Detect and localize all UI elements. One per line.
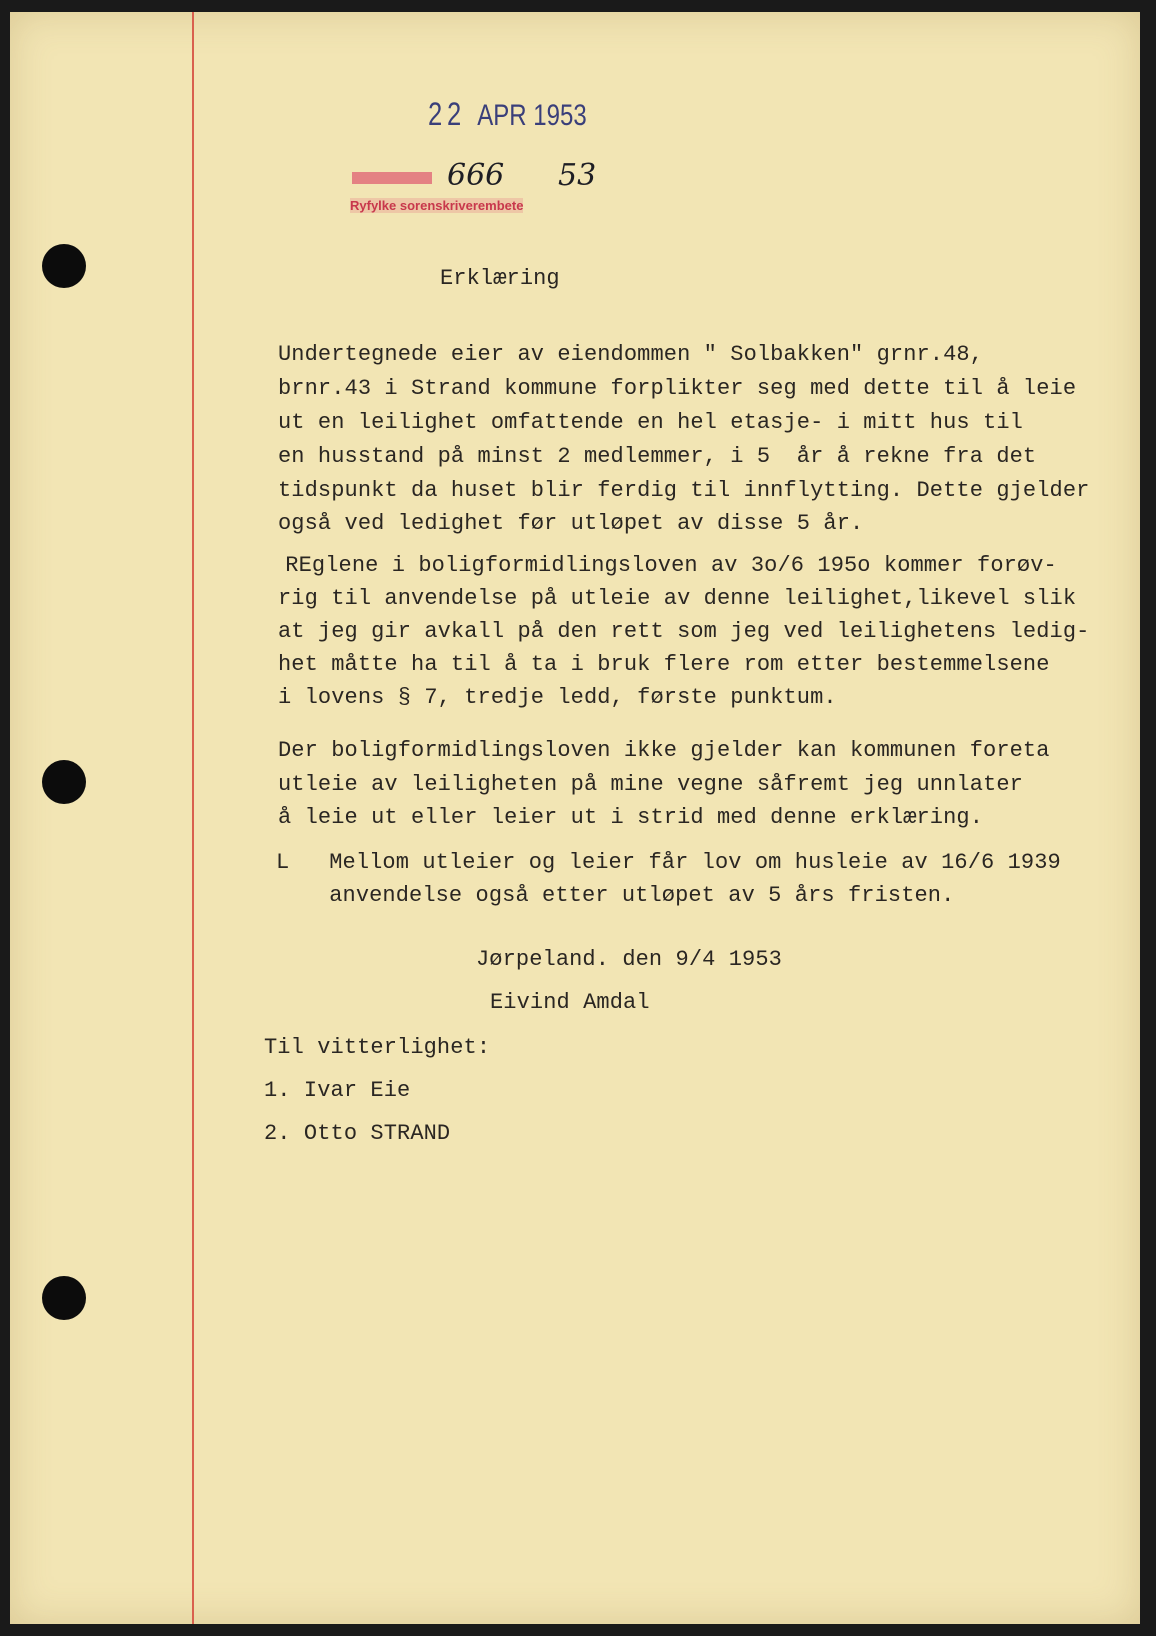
text-line: het måtte ha til å ta i bruk flere rom etter bestemmelsene	[278, 652, 1050, 677]
stamp-month-year: APR 1953	[477, 99, 587, 132]
text-line: REglene i boligformidlingsloven av 3o/6 195o kommer forøv-	[272, 553, 1057, 578]
text-line: brnr.43 i Strand kommune forplikter seg med dette til å leie	[278, 376, 1077, 401]
witness: 2. Otto STRAND	[264, 1121, 451, 1146]
text-line: også ved ledighet før utløpet av disse 5 år.	[278, 511, 864, 536]
registry-stamp	[352, 172, 432, 184]
text-line: å leie ut eller leier ut i strid med denne erklæring.	[278, 805, 984, 830]
registry-number: 666	[447, 158, 505, 193]
text-line: Der boligformidlingsloven ikke gjelder kan kommunen foreta	[278, 738, 1050, 763]
text-line: anvendelse også etter utløpet av 5 års fristen.	[276, 883, 955, 908]
text-line: tidspunkt da huset blir ferdig til innflytting. Dette gjelder	[278, 478, 1090, 503]
witness: 1. Ivar Eie	[264, 1078, 411, 1103]
punch-hole	[42, 244, 86, 288]
text-line: at jeg gir avkall på den rett som jeg ved leilighetens ledig-	[278, 619, 1090, 644]
text-line: rig til anvendelse på utleie av denne leilighet,likevel slik	[278, 586, 1077, 611]
document-title: Erklæring	[440, 266, 560, 291]
text-line: ut en leilighet omfattende en hel etasje- i mitt hus til	[278, 410, 1023, 435]
text-line: Undertegnede eier av eiendommen " Solbakken" grnr.48,	[278, 342, 984, 367]
text-line: utleie av leiligheten på mine vegne såfremt jeg unnlater	[278, 772, 1023, 797]
signature: Eivind Amdal	[490, 990, 650, 1015]
punch-hole	[42, 760, 86, 804]
stamp-day: 22	[428, 96, 467, 132]
text-line: en husstand på minst 2 medlemmer, i 5 år å rekne fra det	[278, 444, 1037, 469]
office-stamp: Ryfylke sorenskriverembete	[350, 198, 524, 213]
witness-label: Til vitterlighet:	[264, 1035, 491, 1060]
date-stamp	[428, 96, 587, 133]
place-date: Jørpeland. den 9/4 1953	[476, 947, 782, 972]
punch-hole	[42, 1276, 86, 1320]
registry-year: 53	[558, 158, 597, 193]
text-line: i lovens § 7, tredje ledd, første punktum.	[278, 685, 837, 710]
text-line: L Mellom utleier og leier får lov om husleie av 16/6 1939	[276, 850, 1061, 875]
margin-line	[192, 12, 194, 1624]
